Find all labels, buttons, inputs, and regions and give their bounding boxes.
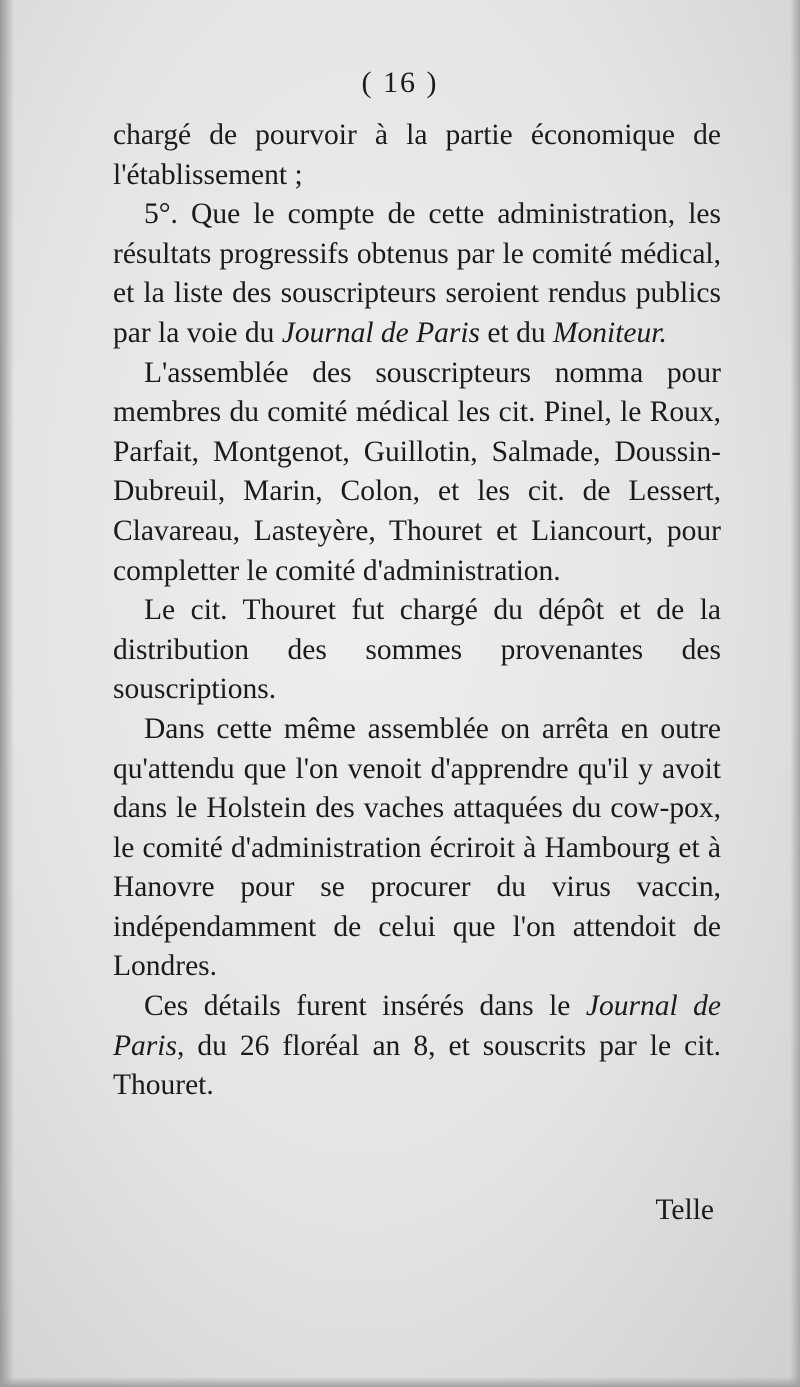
text-segment: Dans cette même assemblée on arrêta en outre qu'attendu que l'on venoit d'apprendre qu'il y avoit dans le Holstein des vaches attaquées du cow-pox, le comité d'administration écriroit à Hambourg et à Hanovre pour se procurer du virus vaccin, indépendamment de celui que l'on attendoit de Londres. [113, 712, 721, 983]
text-segment: chargé de pourvoir à la partie économique de l'établissement ; [113, 119, 721, 191]
italic-text-segment: Journal de Paris [281, 316, 481, 349]
page-right-edge-shadow [790, 0, 800, 1387]
page-number: ( 16 ) [361, 66, 439, 99]
italic-text-segment: Journal de Paris [113, 990, 721, 1062]
text-segment: Ces détails furent insérés dans le [144, 990, 586, 1023]
text-segment: L'assemblée des souscripteurs nomma pour membres du comité médical les cit. Pinel, le Roux, Parfait, Montgenot, Guillotin, Salmade, Doussin-Dubreuil, Marin, Colon, et les cit. de Lessert, Clavareau, Lasteyère, Thouret et Liancourt, pour completter le comité d'administration. [113, 356, 721, 587]
body-text [113, 116, 721, 1106]
page-bottom-edge-shadow [0, 1377, 800, 1387]
paragraph-p3 [113, 354, 721, 592]
text-segment: 5°. Que le compte de cette administration, les résultats progressifs obtenus par le comité médical, et la liste des souscripteurs seroient rendus publics par la voie du [113, 198, 721, 349]
paragraph-p6 [113, 987, 721, 1106]
paragraph-p1 [113, 116, 721, 195]
text-segment: , du 26 floréal an 8, et souscrits par le cit. Thouret. [113, 1029, 721, 1102]
page-left-edge-shadow [0, 0, 14, 1387]
text-segment: Le cit. Thouret fut chargé du dépôt et de la distribution des sommes provenantes des souscriptions. [113, 594, 721, 706]
paragraph-p5 [113, 710, 721, 987]
paragraph-p4 [113, 591, 721, 710]
paragraph-p2 [113, 195, 721, 353]
text-segment: et du [480, 316, 553, 349]
catchword: Telle [655, 1194, 714, 1226]
italic-text-segment: Moniteur. [552, 316, 667, 349]
